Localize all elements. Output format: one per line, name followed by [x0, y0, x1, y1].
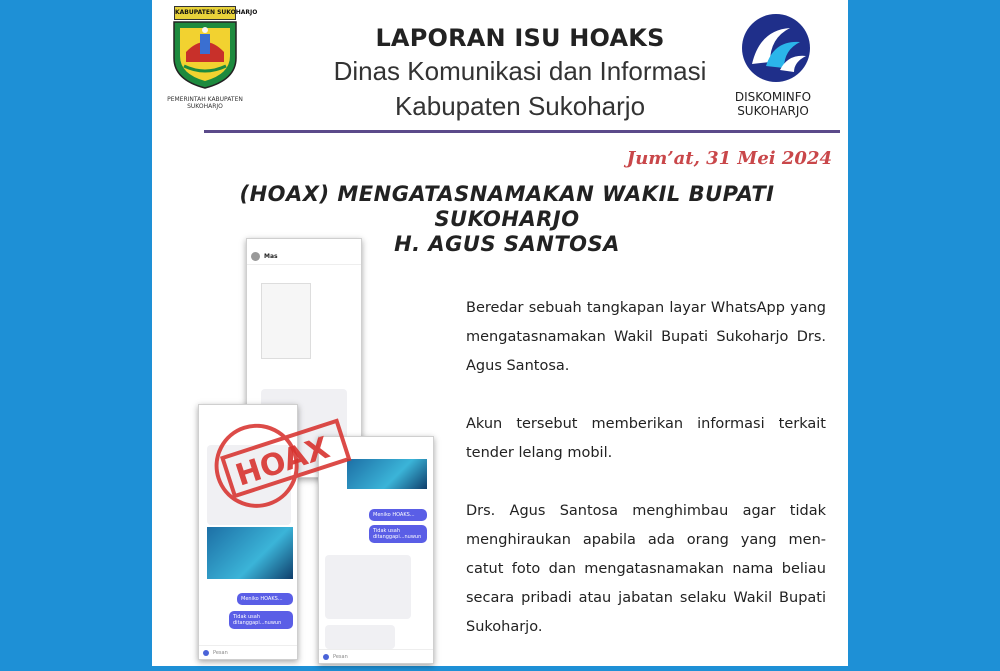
org-name-line2: Kabupaten Sukoharjo	[394, 91, 646, 121]
emblem-banner: KABUPATEN SUKOHARJO	[174, 6, 236, 20]
diskominfo-logo-text	[708, 90, 838, 118]
logo-line1: DISKOMINFO	[734, 90, 812, 104]
right-blue-border	[848, 0, 1000, 666]
diskominfo-logo-icon	[730, 12, 822, 88]
report-sheet	[152, 0, 848, 666]
message-composer	[199, 645, 297, 659]
message-bubble	[325, 625, 395, 649]
regency-emblem-logo	[164, 6, 258, 110]
shared-image-thumbnail	[207, 527, 293, 579]
report-body	[466, 294, 826, 671]
headline-line1: (HOAX) MENGATASNAMAKAN WAKIL BUPATI SUKOHARJO	[239, 182, 775, 231]
message-composer	[319, 649, 433, 663]
status-bar	[247, 239, 361, 249]
chat-contact-name: Mas	[264, 253, 278, 260]
hoax-stamp-icon	[196, 400, 366, 520]
left-blue-border	[0, 0, 152, 666]
chat-header	[247, 249, 361, 265]
report-title: LAPORAN ISU HOAKS	[375, 24, 665, 52]
logo-line2: SUKOHARJO	[737, 104, 809, 118]
emblem-caption: PEMERINTAH KABUPATEN SUKOHARJO	[167, 96, 243, 110]
stamp-label: HOAX	[231, 430, 334, 494]
paragraph-2: Akun tersebut memberikan informasi terkait tender lelang mobil.	[466, 416, 826, 461]
reply-bubble: Tidak usah ditanggapi...nuwun	[369, 525, 427, 543]
report-header	[320, 24, 720, 122]
reply-bubble: Meniko HOAKS...	[237, 593, 293, 605]
shield-icon	[170, 18, 240, 90]
forwarded-document-thumbnail	[261, 283, 311, 359]
header-divider	[204, 130, 840, 133]
reply-bubble: Meniko HOAKS...	[369, 509, 427, 521]
composer-placeholder: Pesan	[213, 649, 228, 656]
plus-icon	[203, 650, 209, 656]
reply-bubble: Tidak usah ditanggapi...nuwun	[229, 611, 293, 629]
paragraph-3: Drs. Agus Santosa menghimbau agar tidak menghiraukan apabila ada orang yang men-catut foto dan mengatasnamakan nama beliau secara pribadi atau jabatan selaku Wakil Bupati Sukoharjo.	[466, 503, 826, 635]
avatar	[251, 252, 260, 261]
plus-icon	[323, 654, 329, 660]
headline-line2: H. AGUS SANTOSA	[394, 232, 620, 256]
paragraph-1: Beredar sebuah tangkapan layar WhatsApp yang mengatasnamakan Wakil Bupati Sukoharjo Drs. Agus Santosa.	[466, 300, 826, 374]
report-date: Jum’at, 31 Mei 2024	[626, 148, 832, 169]
message-bubble	[325, 555, 411, 619]
org-name-line1: Dinas Komunikasi dan Informasi	[333, 56, 707, 86]
composer-placeholder: Pesan	[333, 653, 348, 660]
